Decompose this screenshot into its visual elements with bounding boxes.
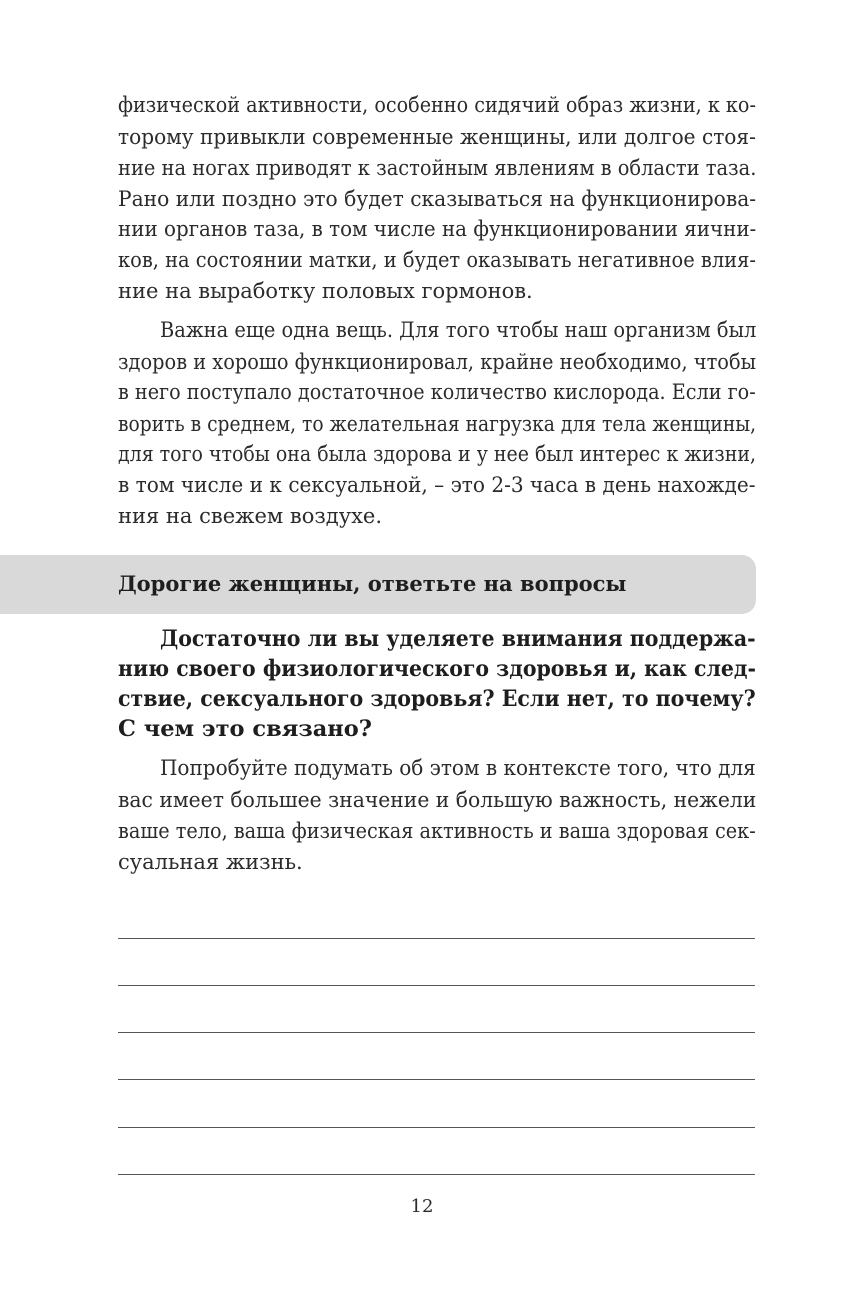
answer-line[interactable] xyxy=(118,1079,755,1080)
answer-line[interactable] xyxy=(118,1127,755,1128)
question-line: Достаточно ли вы уделяете внимания поддержа- xyxy=(160,626,756,652)
answer-line[interactable] xyxy=(118,985,755,986)
paragraph-line: ваше тело, ваша физическая активность и ваша здоровая сек- xyxy=(118,819,756,843)
paragraph-line: в него поступало достаточное количество кислорода. Если го- xyxy=(118,380,756,404)
paragraph-line: Попробуйте подумать об этом в контексте того, что для xyxy=(160,756,756,780)
paragraph-line: торому привыкли современные женщины, или долгое стоя- xyxy=(118,125,756,149)
section-banner xyxy=(0,555,756,614)
paragraph-line: ков, на состоянии матки, и будет оказывать негативное влия- xyxy=(118,248,756,272)
section-title: Дорогие женщины, ответьте на вопросы xyxy=(118,571,627,596)
question-line: ствие, сексуального здоровья? Если нет, то почему? xyxy=(118,686,756,712)
paragraph-line: Важна еще одна вещь. Для того чтобы наш организм был xyxy=(160,318,757,342)
question-line: С чем это связано? xyxy=(118,716,372,742)
paragraph-line: нии органов таза, в том числе на функционировании яични- xyxy=(118,217,757,241)
paragraph-line: суальная жизнь. xyxy=(118,850,303,874)
paragraph-line: для того чтобы она была здорова и у нее был интерес к жизни, xyxy=(118,442,756,466)
answer-line[interactable] xyxy=(118,1032,755,1033)
paragraph-line: ворить в среднем, то желательная нагрузка для тела женщины, xyxy=(118,412,757,436)
paragraph-line: в том числе и к сексуальной, – это 2-3 часа в день нахожде- xyxy=(118,473,756,497)
answer-line[interactable] xyxy=(118,1174,755,1175)
question-line: нию своего физиологического здоровья и, как след- xyxy=(118,656,757,682)
paragraph-line: здоров и хорошо функционировал, крайне необходимо, чтобы xyxy=(118,350,757,374)
paragraph-line: вас имеет большее значение и большую важность, нежели xyxy=(118,788,757,812)
answer-line[interactable] xyxy=(118,938,755,939)
paragraph-line: физической активности, особенно сидячий образ жизни, к ко- xyxy=(118,93,756,117)
paragraph-line: ния на свежем воздухе. xyxy=(118,504,383,528)
paragraph-line: Рано или поздно это будет сказываться на функционирова- xyxy=(118,187,757,211)
page-number: 12 xyxy=(410,1196,434,1217)
paragraph-line: ние на ногах приводят к застойным явлениям в области таза. xyxy=(118,156,757,180)
paragraph-line: ние на выработку половых гормонов. xyxy=(118,279,533,303)
